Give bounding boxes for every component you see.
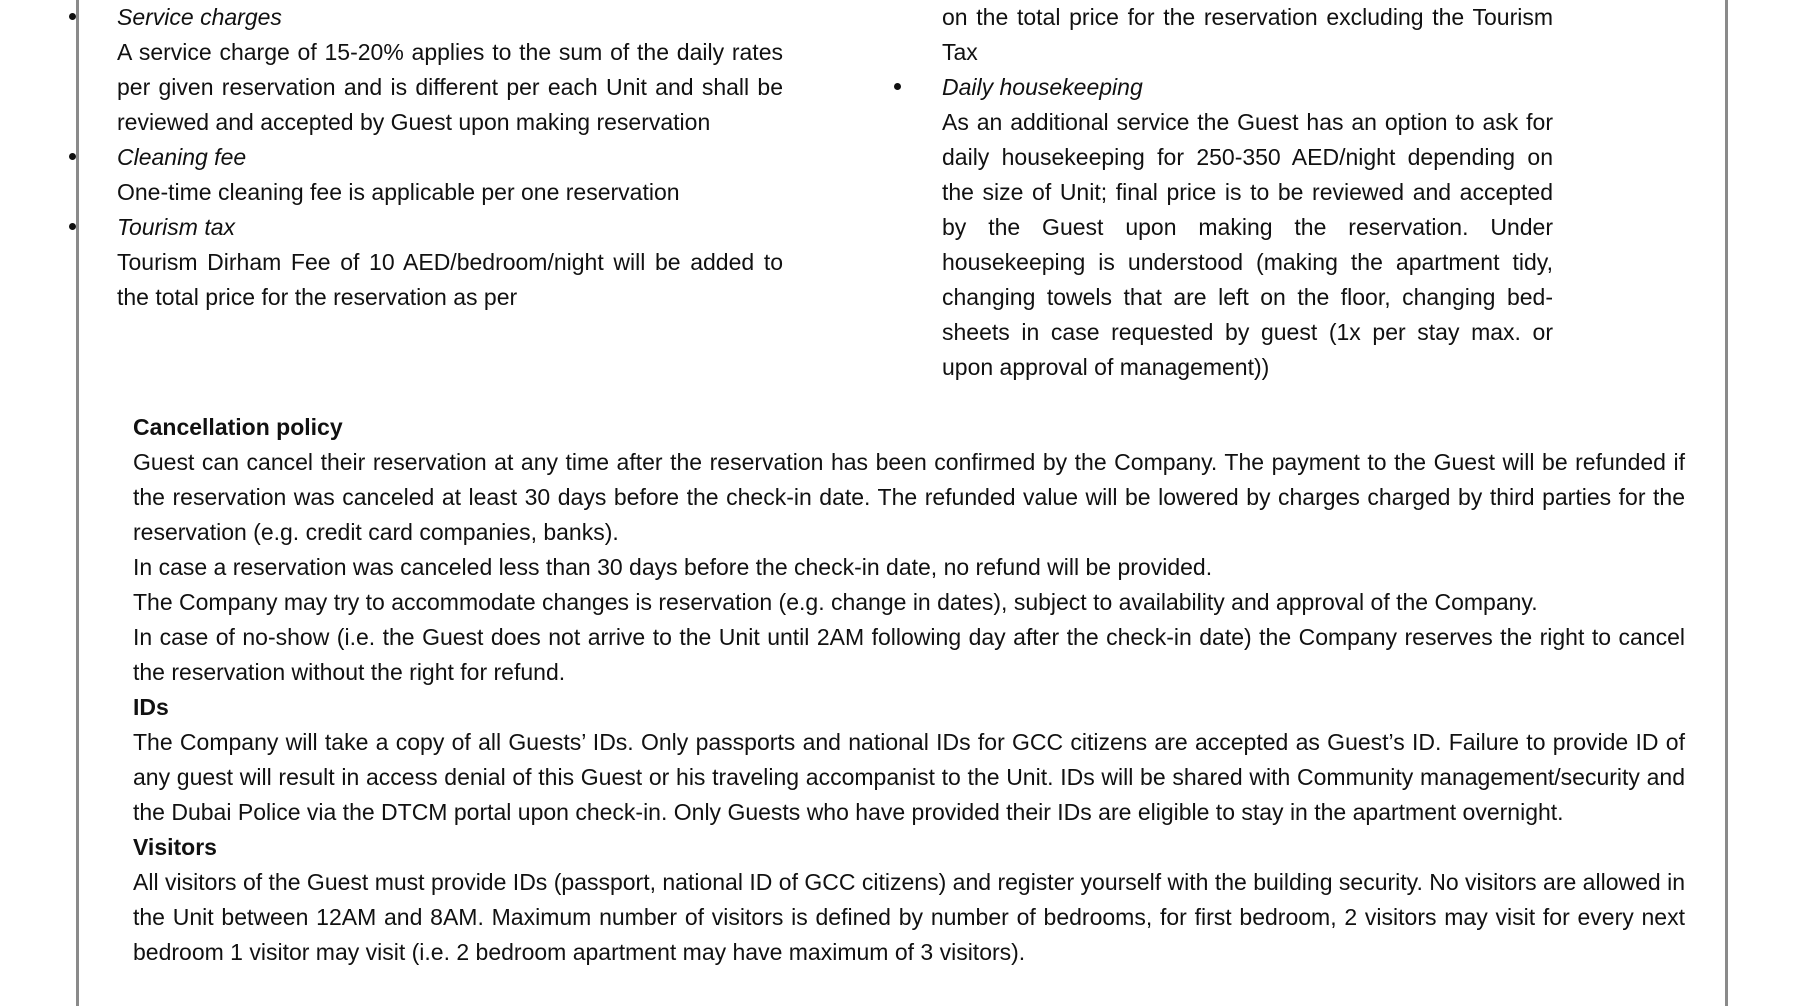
section-ids [133, 690, 1685, 830]
section-heading: Cancellation policy [133, 414, 343, 440]
section-cancellation-policy [133, 410, 1685, 690]
item-text: A service charge of 15-20% applies to the sum of the daily rates per given reservation and is different per each Unit and shall be reviewed and accepted by Guest upon making reservation [117, 39, 783, 135]
left-column [117, 0, 783, 315]
continuation-text: on the total price for the reservation excluding the Tourism Tax [942, 4, 1553, 65]
paragraph: The Company may try to accommodate changes is reservation (e.g. change in dates), subject to availability and approval of the Company. [133, 589, 1538, 615]
bullet-icon [69, 13, 76, 20]
item-title: Service charges [117, 4, 282, 30]
item-title: Cleaning fee [117, 144, 247, 170]
bullet-icon [69, 223, 76, 230]
bullet-icon [69, 153, 76, 160]
section-visitors [133, 830, 1685, 970]
section-heading: IDs [133, 694, 169, 720]
paragraph: In case a reservation was canceled less than 30 days before the check-in date, no refund will be provided. [133, 554, 1213, 580]
paragraph: Guest can cancel their reservation at any time after the reservation has been confirmed by the Company. The payment to the Guest will be refunded if the reservation was canceled at least 30 days before the check-in date. The refunded value will be lowered by charges charged by third parties for the reservation (e.g. credit card companies, banks). [133, 449, 1685, 545]
list-item-cleaning-fee [117, 140, 783, 210]
paragraph: All visitors of the Guest must provide IDs (passport, national ID of GCC citizens) and register yourself with the building security. No visitors are allowed in the Unit between 12AM and 8AM. Maximum number of visitors is defined by number of bedrooms, for first bedroom, 2 visitors may visit for every next bedroom 1 visitor may visit (i.e. 2 bedroom apartment may have maximum of 3 visitors). [133, 869, 1685, 965]
list-item-tourism-tax [117, 210, 783, 315]
item-text: Tourism Dirham Fee of 10 AED/bedroom/night will be added to the total price for the reservation as per [117, 249, 783, 310]
bullet-icon [894, 83, 901, 90]
paragraph: In case of no-show (i.e. the Guest does not arrive to the Unit until 2AM following day after the check-in date) the Company reserves the right to cancel the reservation without the right for refund. [133, 624, 1685, 685]
right-column [942, 0, 1553, 385]
item-title: Daily housekeeping [942, 74, 1143, 100]
item-text: As an additional service the Guest has an option to ask for daily housekeeping for 250-350 AED/night depending on the size of Unit; final price is to be reviewed and accepted by the Guest upon making the reservation. Under housekeeping is understood (making the apartment tidy, changing towels that are left on the floor, changing bed-sheets in case requested by guest (1x per stay max. or upon approval of management)) [942, 109, 1553, 380]
list-item-daily-housekeeping [942, 70, 1553, 385]
two-column-section [58, 0, 1613, 390]
policy-sections [133, 410, 1685, 970]
item-text: One-time cleaning fee is applicable per one reservation [117, 179, 680, 205]
section-heading: Visitors [133, 834, 217, 860]
paragraph: The Company will take a copy of all Guests’ IDs. Only passports and national IDs for GCC citizens are accepted as Guest’s ID. Failure to provide ID of any guest will result in access denial of this Guest or his traveling accompanist to the Unit. IDs will be shared with Community management/security and the Dubai Police via the DTCM portal upon check-in. Only Guests who have provided their IDs are eligible to stay in the apartment overnight. [133, 729, 1685, 825]
item-title: Tourism tax [117, 214, 236, 240]
list-item-service-charges [117, 0, 783, 140]
